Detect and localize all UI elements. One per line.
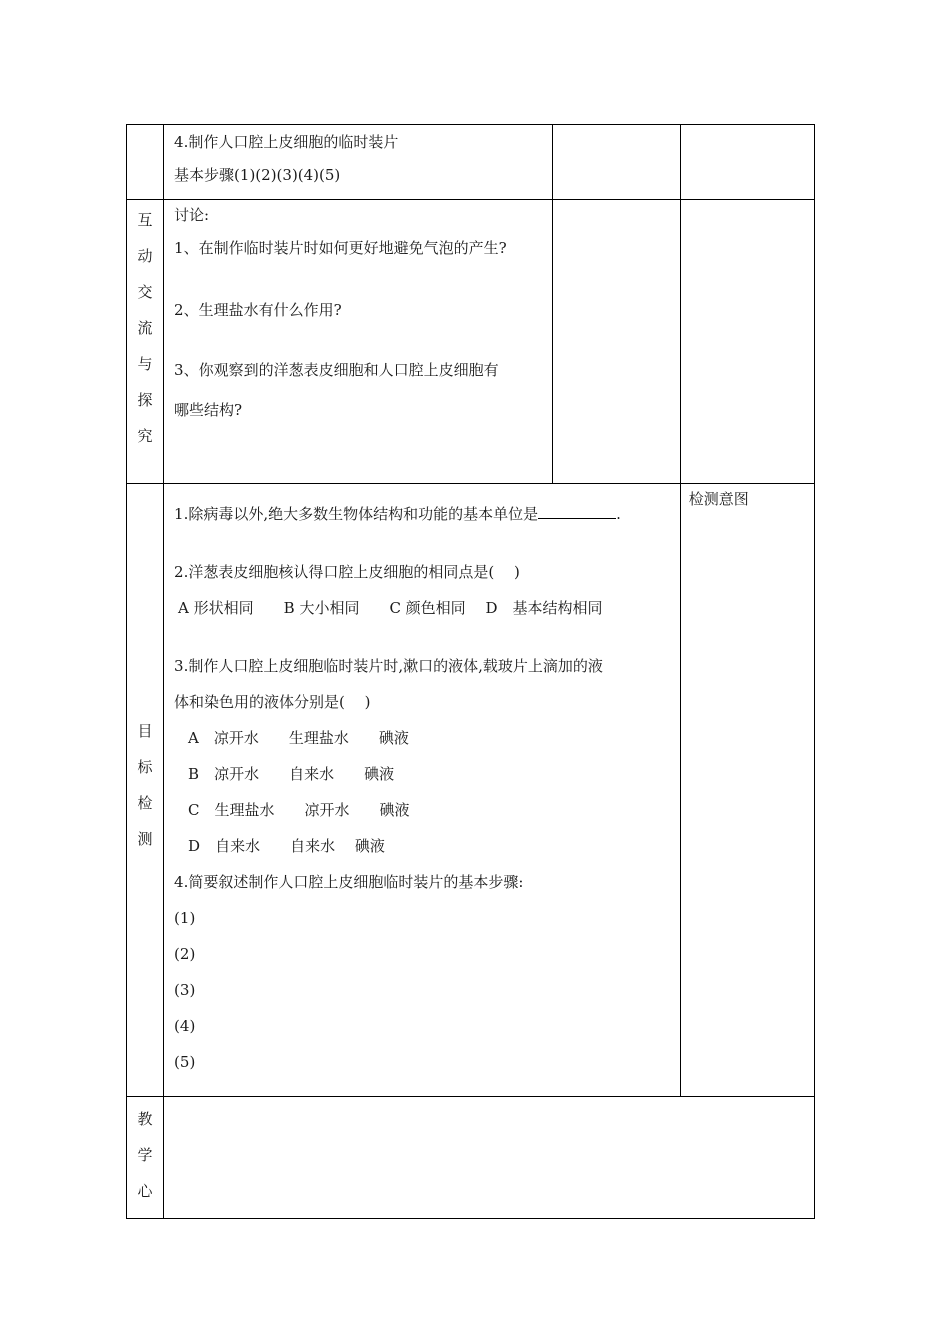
row1-content-cell	[164, 125, 553, 200]
label-char: 检	[137, 794, 153, 812]
label-char: 目	[137, 722, 153, 740]
row2-mid-cell	[552, 200, 680, 484]
test-q2: 2.洋葱表皮细胞核认得口腔上皮细胞的相同点是( )	[174, 563, 520, 581]
step-item: (5)	[174, 1053, 196, 1071]
row-step-4	[127, 125, 815, 200]
step-item: (4)	[174, 1017, 196, 1035]
row3-right-cell	[680, 484, 814, 1097]
row-teaching-reflection	[127, 1097, 815, 1219]
row3-content-cell	[164, 484, 681, 1097]
label-char: 究	[137, 427, 153, 445]
test-q4: 4.简要叙述制作人口腔上皮细胞临时装片的基本步骤:	[174, 873, 524, 891]
row2-vertical-label	[127, 202, 163, 454]
row4-label-cell	[127, 1097, 164, 1219]
row-discussion	[127, 200, 815, 484]
label-char: 动	[137, 247, 153, 265]
test-q1-end: .	[616, 505, 621, 523]
discussion-q3-line2: 哪些结构?	[174, 401, 243, 419]
test-q3-option-d: D 自来水 自来水 碘液	[188, 837, 385, 855]
label-char: 教	[137, 1110, 153, 1128]
answer-blank[interactable]	[538, 504, 616, 519]
row1-label-cell	[127, 125, 164, 200]
row4-content-cell	[164, 1097, 815, 1219]
test-q1-text: 1.除病毒以外,绝大多数生物体结构和功能的基本单位是	[174, 505, 539, 523]
label-char: 学	[137, 1146, 153, 1164]
discussion-q3-line1: 3、你观察到的洋葱表皮细胞和人口腔上皮细胞有	[174, 361, 499, 379]
row1-line1: 4.制作人口腔上皮细胞的临时装片	[174, 133, 399, 151]
row2-content-cell	[164, 200, 553, 484]
test-q3-line2: 体和染色用的液体分别是( )	[174, 693, 371, 711]
label-char: 流	[137, 319, 153, 337]
row4-vertical-label	[127, 1101, 163, 1209]
step-item: (3)	[174, 981, 196, 999]
test-q2-options: A 形状相同 B 大小相同 C 颜色相同 D 基本结构相同	[178, 599, 603, 617]
test-q3-option-b: B 凉开水 自来水 碘液	[188, 765, 395, 783]
row3-vertical-label	[127, 713, 163, 857]
row-target-test	[127, 484, 815, 1097]
step-item: (2)	[174, 945, 196, 963]
label-char: 探	[137, 391, 153, 409]
label-char: 互	[137, 211, 153, 229]
test-intent-note: 检测意图	[688, 490, 749, 508]
discussion-q2: 2、生理盐水有什么作用?	[174, 301, 342, 319]
label-char: 测	[137, 830, 153, 848]
row1-right-cell	[680, 125, 814, 200]
label-char: 标	[137, 758, 153, 776]
label-char: 与	[137, 355, 153, 373]
label-char: 交	[137, 283, 153, 301]
test-q3-option-a: A 凉开水 生理盐水 碘液	[188, 729, 409, 747]
test-q3-line1: 3.制作人口腔上皮细胞临时装片时,漱口的液体,载玻片上滴加的液	[174, 657, 603, 675]
test-q3-option-c: C 生理盐水 凉开水 碘液	[188, 801, 410, 819]
label-char: 心	[137, 1182, 153, 1200]
row1-line2: 基本步骤(1)(2)(3)(4)(5)	[174, 166, 341, 184]
test-q1	[164, 502, 680, 526]
step-item: (1)	[174, 909, 196, 927]
lesson-plan-table	[126, 124, 815, 1219]
row1-mid-cell	[552, 125, 680, 200]
row3-label-cell	[127, 484, 164, 1097]
discussion-heading: 讨论:	[174, 206, 210, 224]
row2-label-cell	[127, 200, 164, 484]
discussion-q1: 1、在制作临时装片时如何更好地避免气泡的产生?	[174, 239, 507, 257]
row2-right-cell	[680, 200, 814, 484]
